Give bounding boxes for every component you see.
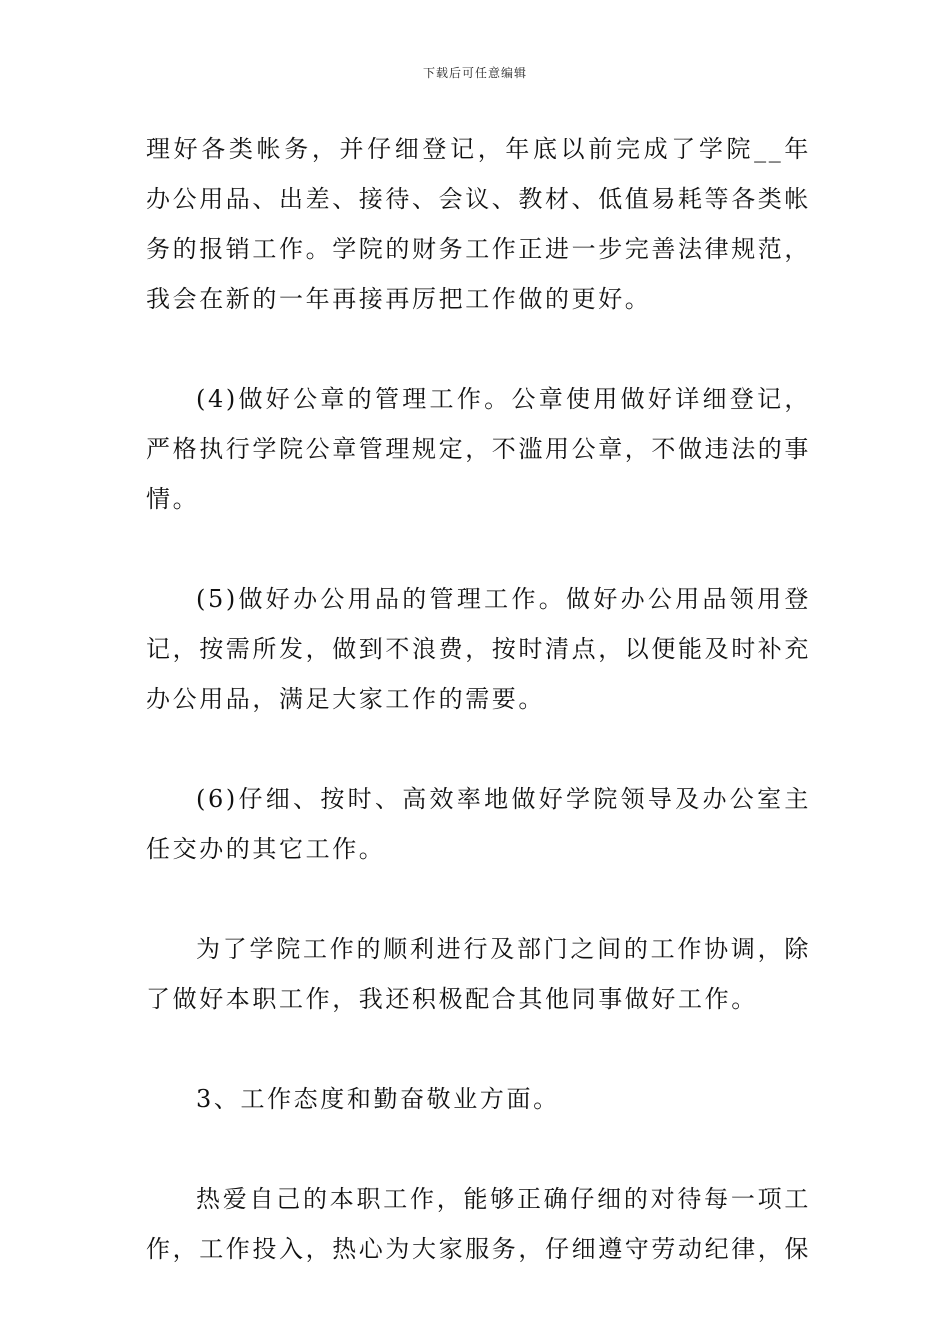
paragraph-spacer bbox=[146, 874, 811, 924]
paragraph-spacer bbox=[146, 324, 811, 374]
paragraph-seal-management: (4)做好公章的管理工作。公章使用做好详细登记，严格执行学院公章管理规定，不滥用公章，不做违法的事情。 bbox=[146, 385, 811, 513]
paragraph-spacer bbox=[146, 724, 811, 774]
paragraph-spacer bbox=[146, 1124, 811, 1174]
paragraph-other-tasks: (6)仔细、按时、高效率地做好学院领导及办公室主任交办的其它工作。 bbox=[146, 785, 811, 863]
section-heading-work-attitude: 3、工作态度和勤奋敬业方面。 bbox=[196, 1085, 560, 1113]
page-header-note: 下载后可任意编辑 bbox=[422, 66, 527, 80]
paragraph-spacer bbox=[146, 524, 811, 574]
document-body bbox=[146, 124, 811, 1274]
paragraph-accounts-continued: 理好各类帐务，并仔细登记，年底以前完成了学院__年办公用品、出差、接待、会议、教材、低值易耗等各类帐务的报销工作。学院的财务工作正进一步完善法律规范，我会在新的一年再接再厉把工作做的更好。 bbox=[146, 135, 811, 313]
paragraph-coordination: 为了学院工作的顺利进行及部门之间的工作协调，除了做好本职工作，我还积极配合其他同事做好工作。 bbox=[146, 935, 811, 1013]
paragraph-work-attitude: 热爱自己的本职工作，能够正确仔细的对待每一项工作，工作投入，热心为大家服务，仔细遵守劳动纪律，保 bbox=[146, 1185, 811, 1263]
paragraph-spacer bbox=[146, 1024, 811, 1074]
paragraph-office-supplies: (5)做好办公用品的管理工作。做好办公用品领用登记，按需所发，做到不浪费，按时清点，以便能及时补充办公用品，满足大家工作的需要。 bbox=[146, 585, 811, 713]
